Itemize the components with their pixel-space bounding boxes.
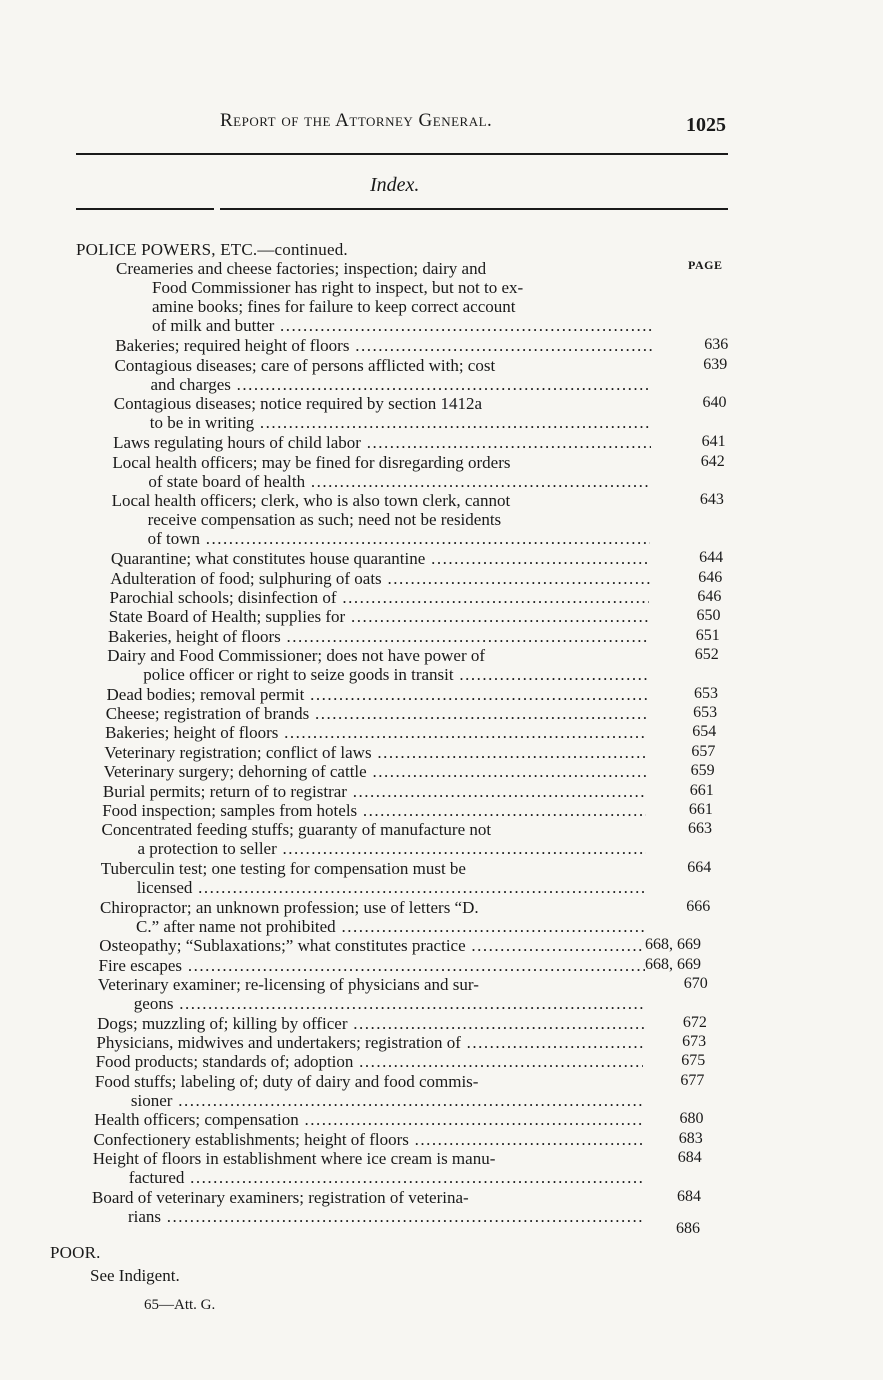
index-entry [100, 898, 645, 936]
index-entry-page: 650 [696, 607, 721, 625]
index-entry-page: 668, 669 [645, 936, 701, 954]
index-entry-page: 654 [692, 723, 717, 741]
index-entry-text: Parochial schools; disinfection of ..... [110, 588, 650, 607]
index-entry-page: 680 [679, 1110, 704, 1128]
index-entry-continuation: geons ..... [98, 994, 645, 1013]
index-entry-text: Osteopathy; “Sublaxations;” what constitutes practice ..... [99, 936, 645, 955]
index-entry [107, 646, 648, 684]
index-entry [113, 433, 651, 452]
header-rule-bottom-left [76, 208, 214, 210]
index-entry-page: 666 [686, 897, 711, 915]
running-header-title: Report of the Attorney General. [220, 110, 493, 131]
index-entry-text: Dead bodies; removal permit ..... [107, 685, 649, 704]
index-entry-page: 661 [689, 781, 714, 799]
index-entry-page: 651 [695, 626, 720, 644]
index-entry-page: 646 [697, 588, 722, 605]
index-entry-text: Veterinary examiner; re-licensing of physicians and sur- [97, 975, 479, 994]
index-entry-page: 653 [694, 684, 718, 702]
index-entry-text: Local health officers; clerk, who is also town clerk, cannot [111, 491, 511, 511]
index-entry-text: Bakeries, height of floors ..... [108, 627, 649, 646]
index-entry-text: Height of floors in establishment where ice cream is manu- [92, 1149, 496, 1169]
footer-signature: 65—Att. G. [144, 1297, 216, 1313]
index-entry-text: Contagious diseases; care of persons afflicted with; cost [114, 355, 496, 375]
index-entry [94, 1130, 643, 1149]
index-entry-page: 653 [693, 704, 718, 722]
index-entry-continuation: police officer or right to seize goods in transit ..... [107, 665, 648, 684]
index-entry [103, 782, 647, 801]
index-entry-continuation: receive compensation as such; need not be residents [147, 510, 502, 530]
index-entry [105, 723, 647, 742]
index-entry-text: Chiropractor; an unknown profession; use of letters “D. [100, 897, 479, 917]
index-entry-text: Confectionery establishments; height of floors ..... [94, 1130, 643, 1149]
index-entry-text: Local health officers; may be fined for disregarding orders [112, 452, 511, 472]
index-entry-text: Health officers; compensation ..... [94, 1110, 643, 1129]
index-entry-text: Board of veterinary examiners; registration of veterina- [92, 1187, 469, 1207]
see-indigent-reference: See Indigent. [90, 1266, 180, 1285]
index-entry-text: Laws regulating hours of child labor ..... [113, 433, 651, 452]
index-entry-text: Food inspection; samples from hotels ..... [102, 801, 646, 820]
index-entry-page: 684 [677, 1187, 701, 1205]
index-entry-page: 641 [701, 433, 726, 451]
index-entry-page: 657 [691, 742, 716, 760]
index-entry [98, 975, 645, 1013]
page-number: 1025 [686, 114, 726, 136]
index-entry [109, 607, 649, 626]
index-entry-page: 652 [694, 646, 719, 663]
index-entry [102, 801, 646, 820]
index-entry [102, 820, 647, 858]
index-entry [104, 743, 647, 762]
index-entry-continuation: to be in writing ..... [114, 413, 651, 432]
index-entry-text: Concentrated feeding stuffs; guaranty of manufacture not [101, 820, 492, 840]
index-entry-page: 683 [678, 1129, 703, 1147]
index-entry [116, 259, 652, 335]
index-entry-text: Food stuffs; labeling of; duty of dairy and food commis- [94, 1071, 479, 1091]
index-entry-text: Quarantine; what constitutes house quarantine ..... [111, 549, 650, 568]
index-entry [99, 956, 645, 975]
index-entry-page: 684 [677, 1149, 702, 1167]
index-entry [93, 1149, 643, 1187]
index-entry-text: Dairy and Food Commissioner; does not have power of [107, 646, 486, 665]
index-entry [106, 704, 648, 723]
index-entry-page: 643 [699, 491, 724, 509]
index-entry [96, 1052, 644, 1071]
header-rule-top [76, 153, 728, 155]
index-entry-text: State Board of Health; supplies for ..... [109, 607, 649, 626]
index-entry-continuation: C.” after name not prohibited ..... [100, 917, 645, 936]
index-entry-page: 639 [703, 355, 728, 373]
index-entry [108, 627, 649, 646]
index-entry-text: Physicians, midwives and undertakers; registration of ..... [96, 1033, 644, 1052]
index-entry-continuation: factured ..... [93, 1168, 643, 1187]
index-entry [114, 394, 651, 432]
index-entry-continuation: of milk and butter ..... [116, 316, 652, 335]
heading-police-powers: POLICE POWERS, ETC.—continued. [76, 240, 348, 259]
index-entry-text: Veterinary registration; conflict of laws ..... [104, 743, 647, 762]
index-entry-continuation: rians ..... [92, 1207, 642, 1226]
index-entry-text: Contagious diseases; notice required by section 1412a [113, 394, 483, 414]
index-entry [115, 356, 652, 394]
page-column-label: PAGE [688, 258, 723, 272]
index-entry-continuation: sioner ..... [95, 1091, 643, 1110]
heading-poor: POOR. [50, 1243, 101, 1262]
index-entry-text: Fire escapes ..... [99, 956, 645, 975]
index-entry-page: 675 [681, 1052, 706, 1070]
index-entry [104, 762, 647, 781]
index-entry-page: 663 [688, 820, 712, 838]
index-entry-text: Bakeries; height of floors ..... [105, 723, 647, 742]
index-entry [111, 549, 650, 568]
index-entry-text: Creameries and cheese factories; inspection; dairy and [116, 259, 487, 278]
header-rule-bottom-right [220, 208, 728, 210]
index-entry-text: Cheese; registration of brands ..... [106, 704, 648, 723]
final-entry-page: 686 [676, 1220, 700, 1237]
index-entry-text: Tuberculin test; one testing for compensation must be [100, 858, 466, 878]
index-entry-page: 646 [698, 568, 723, 586]
index-entry-text: Dogs; muzzling of; killing by officer ..... [97, 1014, 644, 1033]
index-entry-text: Burial permits; return of to registrar ..... [103, 782, 647, 801]
index-entry [101, 859, 646, 897]
index-entry-page: 664 [687, 858, 712, 876]
index-entry-page: 673 [682, 1033, 707, 1050]
index-entry-continuation: and charges ..... [115, 375, 652, 394]
index-entry [110, 569, 649, 588]
index-entry-page: 668, 669 [645, 955, 701, 973]
index-entry [110, 588, 650, 607]
index-entry-page: 670 [683, 975, 708, 992]
index-entry-continuation: of state board of health ..... [112, 472, 650, 491]
index-entry-page: 672 [682, 1013, 707, 1031]
index-entry [107, 685, 649, 704]
index-entry [96, 1033, 644, 1052]
index-entry-continuation: amine books; fines for failure to keep correct account [152, 297, 516, 316]
index-entry [99, 936, 645, 955]
index-entry [92, 1188, 642, 1226]
index-entry-page: 636 [704, 336, 729, 354]
index-entry-page: 644 [699, 549, 724, 567]
index-entry [94, 1110, 643, 1129]
index-entry-continuation: a protection to seller ..... [102, 839, 647, 858]
index-entry [97, 1014, 644, 1033]
index-entry-text: Bakeries; required height of floors ..... [115, 336, 651, 355]
index-entry-text: Adulteration of food; sulphuring of oats ..... [110, 569, 649, 588]
index-entry-page: 659 [690, 762, 715, 780]
section-title: Index. [370, 174, 420, 196]
index-entry [112, 491, 651, 548]
index-entry-text: Food products; standards of; adoption ..... [96, 1052, 644, 1071]
index-entry-continuation: Food Commissioner has right to inspect, but not to ex- [152, 278, 524, 297]
index-entry-page: 677 [680, 1071, 705, 1089]
index-entry-continuation: licensed ..... [101, 878, 646, 897]
index-entry-page: 642 [700, 452, 725, 470]
index-entry-page: 661 [688, 800, 713, 818]
index-entry-continuation: of town ..... [112, 529, 651, 548]
index-entry-text: Veterinary surgery; dehorning of cattle ..... [104, 762, 647, 781]
index-entry-page: 640 [702, 394, 727, 412]
index-entry [112, 453, 650, 491]
index-entry [95, 1072, 643, 1110]
index-entry [115, 336, 651, 355]
